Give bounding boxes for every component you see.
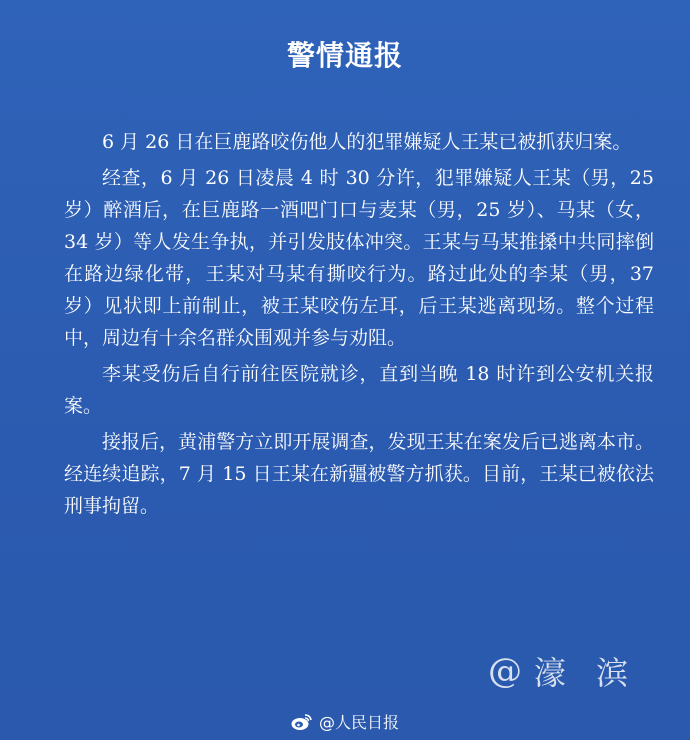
watermark-at-sign: @	[488, 651, 522, 691]
notice-paragraph-3: 李某受伤后自行前往医院就诊，直到当晚 18 时许到公安机关报案。	[64, 363, 654, 417]
notice-paragraph-2: 经查，6 月 26 日凌晨 4 时 30 分许，犯罪嫌疑人王某（男，25 岁）醉酒后，在巨鹿路一酒吧门口与麦某（男，25 岁）、马某（女，34 岁）等人发生争执，并引发肢体冲突。王某与马某推搡中共同摔倒在路边绿化带，王某对马某有撕咬行为。路过此处的李某（男，37 岁）见状即上前制止，被王某咬伤左耳，后王某逃离现场。整个过程中，周边有十余名群众围观并参与劝阻。	[64, 167, 654, 349]
source-credit[interactable]	[0, 710, 690, 733]
notice-body	[64, 126, 654, 523]
weibo-icon	[291, 713, 313, 731]
source-label[interactable]: @人民日报	[318, 713, 399, 732]
notice-paragraph-4: 接报后，黄浦警方立即开展调查，发现王某在案发后已逃离本市。经连续追踪，7 月 15 日王某在新疆被警方抓获。目前，王某已被依法刑事拘留。	[64, 431, 654, 517]
watermark	[488, 648, 638, 694]
notice-paragraph-1: 6 月 26 日在巨鹿路咬伤他人的犯罪嫌疑人王某已被抓获归案。	[102, 131, 632, 153]
watermark-name: 濠 滨	[534, 654, 639, 692]
notice-title: 警情通报	[286, 39, 403, 72]
